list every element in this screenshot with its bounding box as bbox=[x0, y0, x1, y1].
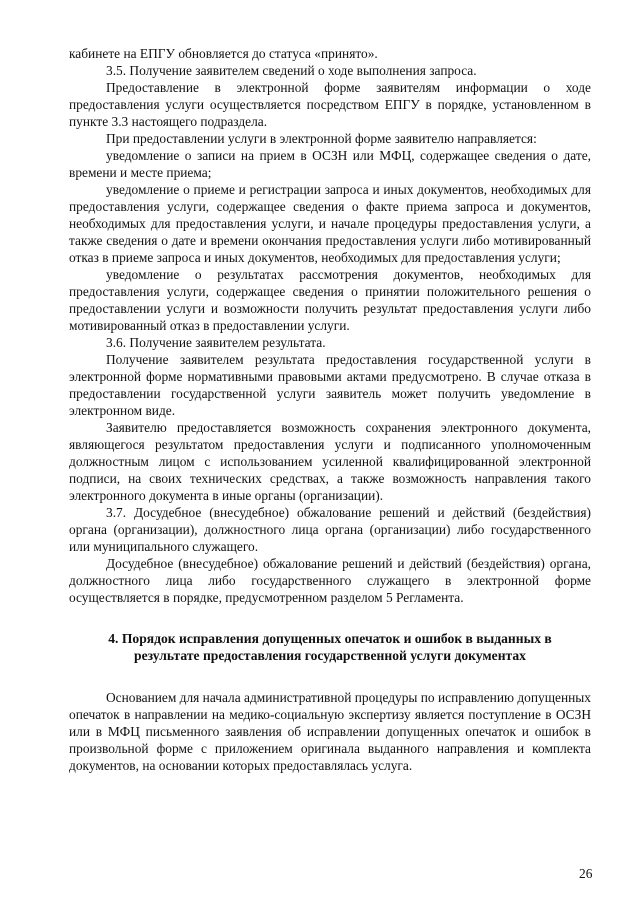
page-number: 26 bbox=[579, 866, 593, 881]
subsection-3-6-title: 3.6. Получение заявителем результата. bbox=[106, 335, 326, 350]
notification-registration: уведомление о приеме и регистрации запроса и иных документов, необходимых для предоставления услуги, содержащее сведения о факте приема запроса и документов, необходимых для предоставления услуги, и начале процедуры предоставления услуги, а также сведения о дате и времени окончания предоставления услуги либо мотивированный отказ в приеме запроса и иных документов, необходимых для предоставления услуги; bbox=[69, 182, 591, 265]
notification-results: уведомление о результатах рассмотрения документов, необходимых для предоставления услуги, содержащее сведения о принятии положительного решения о предоставлении услуги и возможности получить результат предоставления услуги либо мотивированный отказ в предоставлении услуги. bbox=[69, 267, 591, 333]
paragraph-appeal: Досудебное (внесудебное) обжалование решений и действий (бездействия) органа, должностного лица либо государственного служащего в электронной форме осуществляется в порядке, предусмотренном разделом 5 Регламента. bbox=[69, 556, 591, 605]
paragraph-correction-basis: Основанием для начала административной процедуры по исправлению допущенных опечаток в направлении на медико-социальную экспертизу является поступление в ОСЗН или в МФЦ письменного заявления об исправлении допущенных опечаток и ошибок в произвольной форме с приложением оригинала выданного направления и комплекта документов, на основании которых предоставлялась услуга. bbox=[69, 690, 591, 773]
document-page bbox=[69, 45, 591, 774]
notification-appointment: уведомление о записи на прием в ОСЗН или МФЦ, содержащее сведения о дате, времени и месте приема; bbox=[69, 148, 591, 180]
paragraph-notifications-intro: При предоставлении услуги в электронной форме заявителю направляется: bbox=[106, 131, 537, 146]
paragraph-progress-info: Предоставление в электронной форме заявителям информации о ходе предоставления услуги осуществляется посредством ЕПГУ в порядке, установленном в пункте 3.3 настоящего подраздела. bbox=[69, 80, 591, 129]
paragraph-continuation: кабинете на ЕПГУ обновляется до статуса «принято». bbox=[69, 46, 378, 61]
subsection-3-7-title: 3.7. Досудебное (внесудебное) обжалование решений и действий (бездействия) органа (организации), должностного лица органа (организации) либо государственного или муниципального служащего. bbox=[69, 505, 591, 554]
subsection-3-5-title: 3.5. Получение заявителем сведений о ходе выполнения запроса. bbox=[106, 63, 477, 78]
paragraph-result-receipt: Получение заявителем результата предоставления государственной услуги в электронной форме нормативными правовыми актами предусмотрено. В случае отказа в предоставлении государственной услуги заявитель может получить уведомление в электронном виде. bbox=[69, 352, 591, 418]
paragraph-document-saving: Заявителю предоставляется возможность сохранения электронного документа, являющегося результатом предоставления услуги и подписанного уполномоченным должностным лицом с использованием усиленной квалифицированной электронной подписи, на своих технических средствах, а также возможность направления такого электронного документа в иные органы (организации). bbox=[69, 420, 591, 503]
section-4-heading: 4. Порядок исправления допущенных опечаток и ошибок в выданных в результате предоставления государственной услуги документах bbox=[108, 631, 552, 663]
